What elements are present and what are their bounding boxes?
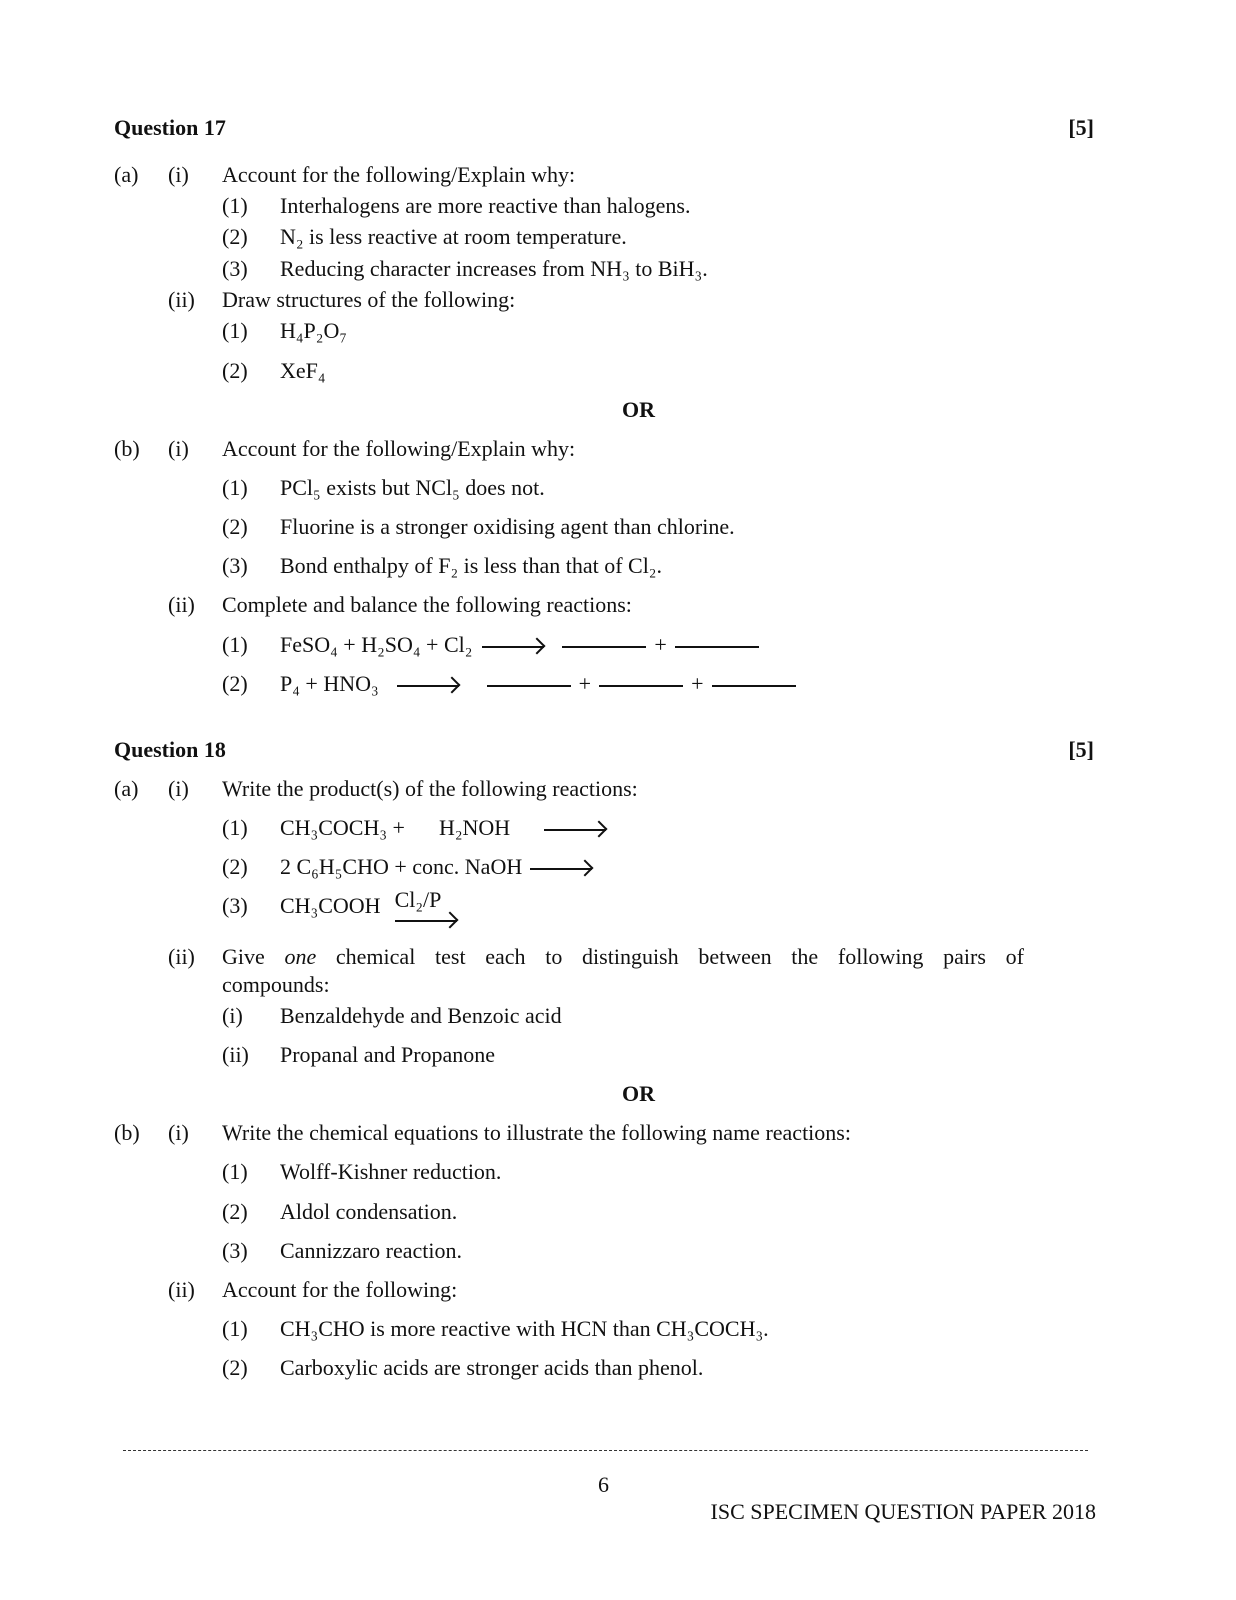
item-text: CH₃CHO is more reactive with HCN than CH₃COCH₃.: [280, 1316, 769, 1341]
question-18-title: Question 18: [114, 737, 226, 762]
word: of: [1005, 944, 1024, 969]
arrow-icon: [482, 646, 544, 648]
item-text: Interhalogens are more reactive than halogens.: [280, 193, 691, 218]
footer-divider: [123, 1450, 1088, 1451]
part-label: (b): [114, 1120, 140, 1145]
item-number: (1): [222, 1316, 248, 1341]
word: to: [545, 944, 563, 969]
item-number: (1): [222, 815, 248, 840]
item-number: (1): [222, 318, 248, 343]
subpart-label: (ii): [168, 287, 195, 312]
reaction-2: [280, 670, 804, 698]
item-text: Bond enthalpy of F₂ is less than that of Cl₂.: [280, 553, 662, 578]
answer-blank: [562, 646, 646, 648]
subpart-label: (i): [168, 436, 189, 461]
arrow-icon: [530, 868, 592, 870]
part-label: (a): [114, 162, 139, 187]
plus-sign: +: [691, 671, 704, 696]
subpart-text: Write the product(s) of the following reactions:: [222, 776, 638, 801]
answer-blank: [712, 685, 796, 687]
item-number: (3): [222, 1238, 248, 1263]
subpart-label: (ii): [168, 592, 195, 617]
page-number: 6: [598, 1472, 609, 1497]
or-separator: OR: [622, 397, 655, 422]
word: between: [698, 944, 772, 969]
subpart-label: (i): [168, 1120, 189, 1145]
subpart-label: (ii): [168, 944, 195, 969]
arrow-icon: [544, 829, 606, 831]
plus-sign: +: [578, 671, 592, 696]
item-number: (2): [222, 854, 248, 879]
item-text: XeF₄: [280, 358, 326, 383]
item-number: (ii): [222, 1042, 249, 1067]
item-text: H₄P₂O₇: [280, 318, 348, 343]
subpart-text: Complete and balance the following reactions:: [222, 592, 632, 617]
reactant: CH₃COCH₃ +: [280, 815, 405, 840]
word-emphasis: one: [284, 944, 317, 969]
question-18-marks: [5]: [1068, 737, 1094, 762]
item-text: Benzaldehyde and Benzoic acid: [280, 1003, 562, 1028]
item-text: Aldol condensation.: [280, 1199, 458, 1224]
subpart-label: (i): [168, 162, 189, 187]
reactant: CH₃COOH: [280, 893, 381, 918]
item-text: Reducing character increases from NH₃ to BiH₃.: [280, 256, 708, 281]
item-number: (3): [222, 893, 248, 918]
word: Give: [222, 944, 265, 969]
item-text: Propanal and Propanone: [280, 1042, 496, 1067]
subpart-text: Draw structures of the following:: [222, 287, 516, 312]
reactants: 2 C₆H₅CHO + conc. NaOH: [280, 854, 523, 879]
question-17-title: Question 17: [114, 115, 226, 140]
plus-sign: +: [654, 632, 667, 657]
item-number: (2): [222, 1355, 248, 1380]
answer-blank: [675, 646, 759, 648]
answer-blank: [599, 685, 683, 687]
part-label: (a): [114, 776, 139, 801]
word: following: [837, 944, 924, 969]
item-number: (2): [222, 224, 248, 249]
subpart-text: [222, 943, 1024, 971]
reactants: P₄ + HNO₃: [280, 671, 379, 696]
reaction: [280, 853, 602, 881]
subpart-text: Write the chemical equations to illustrate the following name reactions:: [222, 1120, 851, 1145]
reactants: FeSO₄ + H₂SO₄ + Cl₂: [280, 632, 473, 657]
item-number: (2): [222, 1199, 248, 1224]
subpart-text-cont: compounds:: [222, 972, 330, 997]
subpart-label: (i): [168, 776, 189, 801]
item-text: Cannizzaro reaction.: [280, 1238, 463, 1263]
item-text: Wolff-Kishner reduction.: [280, 1159, 502, 1184]
reaction: [280, 887, 461, 920]
reaction-1: [280, 631, 767, 659]
word: the: [791, 944, 819, 969]
word: chemical: [335, 944, 416, 969]
subpart-text: Account for the following/Explain why:: [222, 162, 576, 187]
item-number: (i): [222, 1003, 243, 1028]
reagent-label: Cl₂/P: [394, 887, 442, 912]
answer-blank: [487, 685, 571, 687]
item-text: N₂ is less reactive at room temperature.: [280, 224, 627, 249]
arrow-icon: [395, 920, 457, 922]
labelled-arrow: [394, 887, 461, 916]
arrow-icon: [397, 685, 459, 687]
or-separator: OR: [622, 1081, 655, 1106]
question-17-marks: [5]: [1068, 115, 1094, 140]
reaction: [280, 814, 616, 842]
word: distinguish: [582, 944, 679, 969]
word: each: [485, 944, 526, 969]
item-number: (2): [222, 514, 248, 539]
item-number: (1): [222, 632, 248, 657]
item-number: (2): [222, 671, 248, 696]
paper-title-footer: ISC SPECIMEN QUESTION PAPER 2018: [710, 1499, 1096, 1524]
item-number: (1): [222, 193, 248, 218]
item-text: Fluorine is a stronger oxidising agent than chlorine.: [280, 514, 735, 539]
item-text: PCl₅ exists but NCl₅ does not.: [280, 475, 545, 500]
part-label: (b): [114, 436, 140, 461]
item-number: (2): [222, 358, 248, 383]
item-number: (3): [222, 256, 248, 281]
item-number: (1): [222, 475, 248, 500]
reactant: H₂NOH: [438, 815, 511, 840]
subpart-label: (ii): [168, 1277, 195, 1302]
word: test: [435, 944, 466, 969]
subpart-text: Account for the following/Explain why:: [222, 436, 576, 461]
item-number: (1): [222, 1159, 248, 1184]
subpart-text: Account for the following:: [222, 1277, 458, 1302]
item-number: (3): [222, 553, 248, 578]
item-text: Carboxylic acids are stronger acids than phenol.: [280, 1355, 704, 1380]
word: pairs: [943, 944, 986, 969]
